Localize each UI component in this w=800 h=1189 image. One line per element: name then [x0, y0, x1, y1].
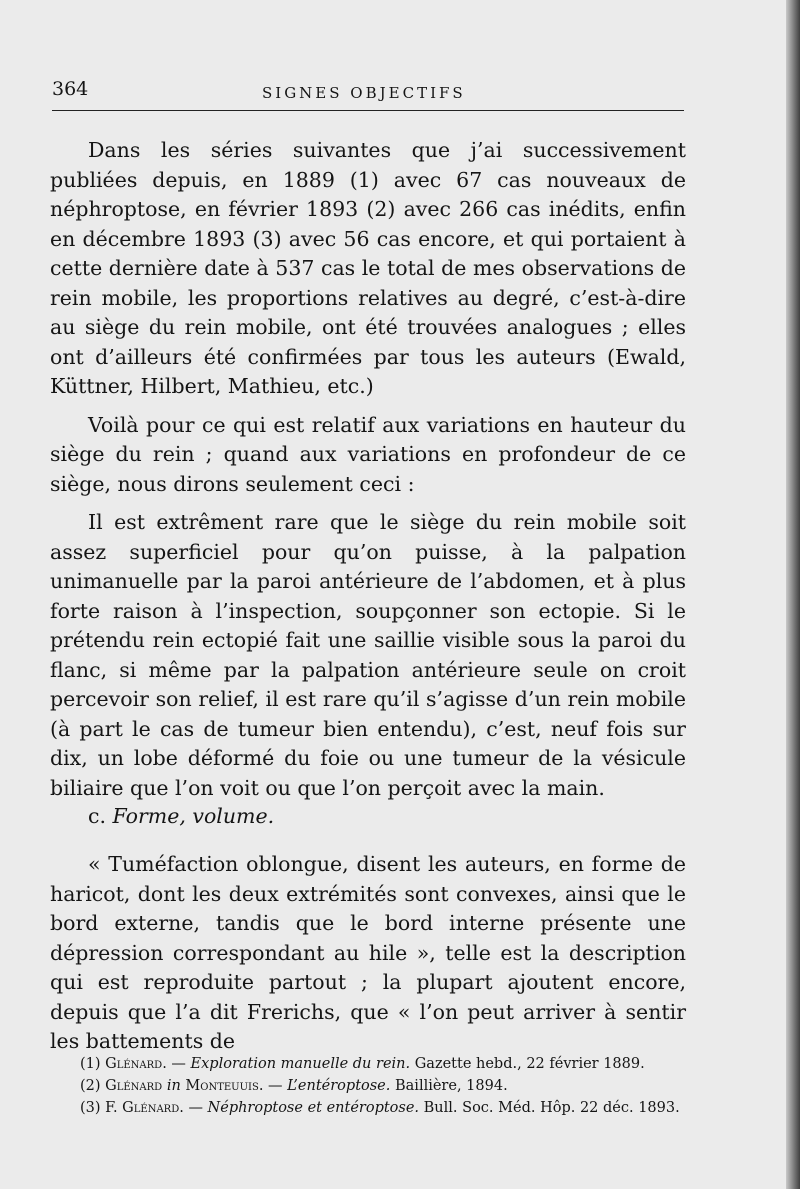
- footnote-dash: —: [188, 1100, 203, 1116]
- footnote-dash: —: [268, 1078, 283, 1094]
- paragraph-rare-superficial: Il est extrêment rare que le siège du rein mobile soit assez superficiel pour qu’on puisse, à la palpation unimanuelle par la paroi antérieure de l’abdomen, et à plus forte raison à l’inspection, soupçonner son ectopie. Si le prétendu rein ectopié fait une saillie visible sous la paroi du flanc, si même par la palpation antérieure seule on croit percevoir son relief, il est rare qu’il s’agisse d’un rein mobile (à part le cas de tumeur bien entendu), c’est, neuf fois sur dix, un lobe déformé du foie ou une tumeur de la vésicule biliaire que l’on voit ou que l’on perçoit avec la main.: [50, 510, 686, 800]
- footnote-rest: Gazette hebd., 22 février 1889.: [414, 1056, 645, 1072]
- page-number: 364: [52, 78, 89, 100]
- footnote-marker: (2): [80, 1078, 101, 1094]
- footnote-rest: Baillière, 1894.: [395, 1078, 508, 1094]
- section-title: Forme, volume.: [112, 804, 275, 828]
- footnotes: [48, 1056, 686, 1122]
- footnote-author: Glénard: [105, 1078, 163, 1094]
- main-text: [50, 136, 686, 803]
- page-header: [52, 76, 684, 106]
- footnote-title: L’entéroptose.: [287, 1078, 391, 1094]
- footnote-marker: (1): [80, 1056, 101, 1072]
- footnote-author: Glénard.: [105, 1056, 167, 1072]
- page-edge-shadow: [786, 0, 800, 1189]
- footnote-3: [48, 1100, 686, 1116]
- paragraph-tumefaction: « Tuméfaction oblongue, disent les auteurs, en forme de haricot, dont les deux extrémités sont convexes, ainsi que le bord externe, tandis que le bord interne présente une dépression correspondant au hile », telle est la description qui est reproduite partout ; la plupart ajoutent encore, depuis que l’a dit Frerichs, que « l’on peut arriver à sentir les battements de: [50, 852, 686, 1053]
- footnote-rest: Bull. Soc. Méd. Hôp. 22 déc. 1893.: [423, 1100, 680, 1116]
- paragraph-variations: Voilà pour ce qui est relatif aux variations en hauteur du siège du rein ; quand aux variations en profondeur de ce siège, nous dirons seulement ceci :: [50, 412, 686, 496]
- footnote-title: Néphroptose et entéroptose.: [207, 1100, 420, 1116]
- footnote-1: [48, 1056, 686, 1072]
- section-text: [50, 850, 686, 1057]
- footnote-2: [48, 1078, 686, 1094]
- running-head: SIGNES OBJECTIFS: [262, 84, 466, 102]
- footnote-in: in: [166, 1078, 181, 1094]
- footnote-dash: —: [171, 1056, 186, 1072]
- section-heading: [88, 802, 274, 831]
- footnote-title: Exploration manuelle du rein.: [190, 1056, 411, 1072]
- footnote-marker: (3): [80, 1100, 101, 1116]
- section-letter: c.: [88, 804, 106, 828]
- header-rule: [52, 110, 684, 111]
- footnote-author-2: Monteuuis.: [185, 1078, 264, 1094]
- paragraph-series: Dans les séries suivantes que j’ai successivement publiées depuis, en 1889 (1) avec 67 cas nouveaux de néphroptose, en février 1893 (2) avec 266 cas inédits, enfin en décembre 1893 (3) avec 56 cas encore, et qui portaient à cette dernière date à 537 cas le total de mes observations de rein mobile, les proportions relatives au degré, c’est-à-dire au siège du rein mobile, ont été trouvées analogues ; elles ont d’ailleurs été confirmées par tous les auteurs (Ewald, Küttner, Hilbert, Mathieu, etc.): [50, 138, 686, 398]
- footnote-author: F. Glénard.: [105, 1100, 184, 1116]
